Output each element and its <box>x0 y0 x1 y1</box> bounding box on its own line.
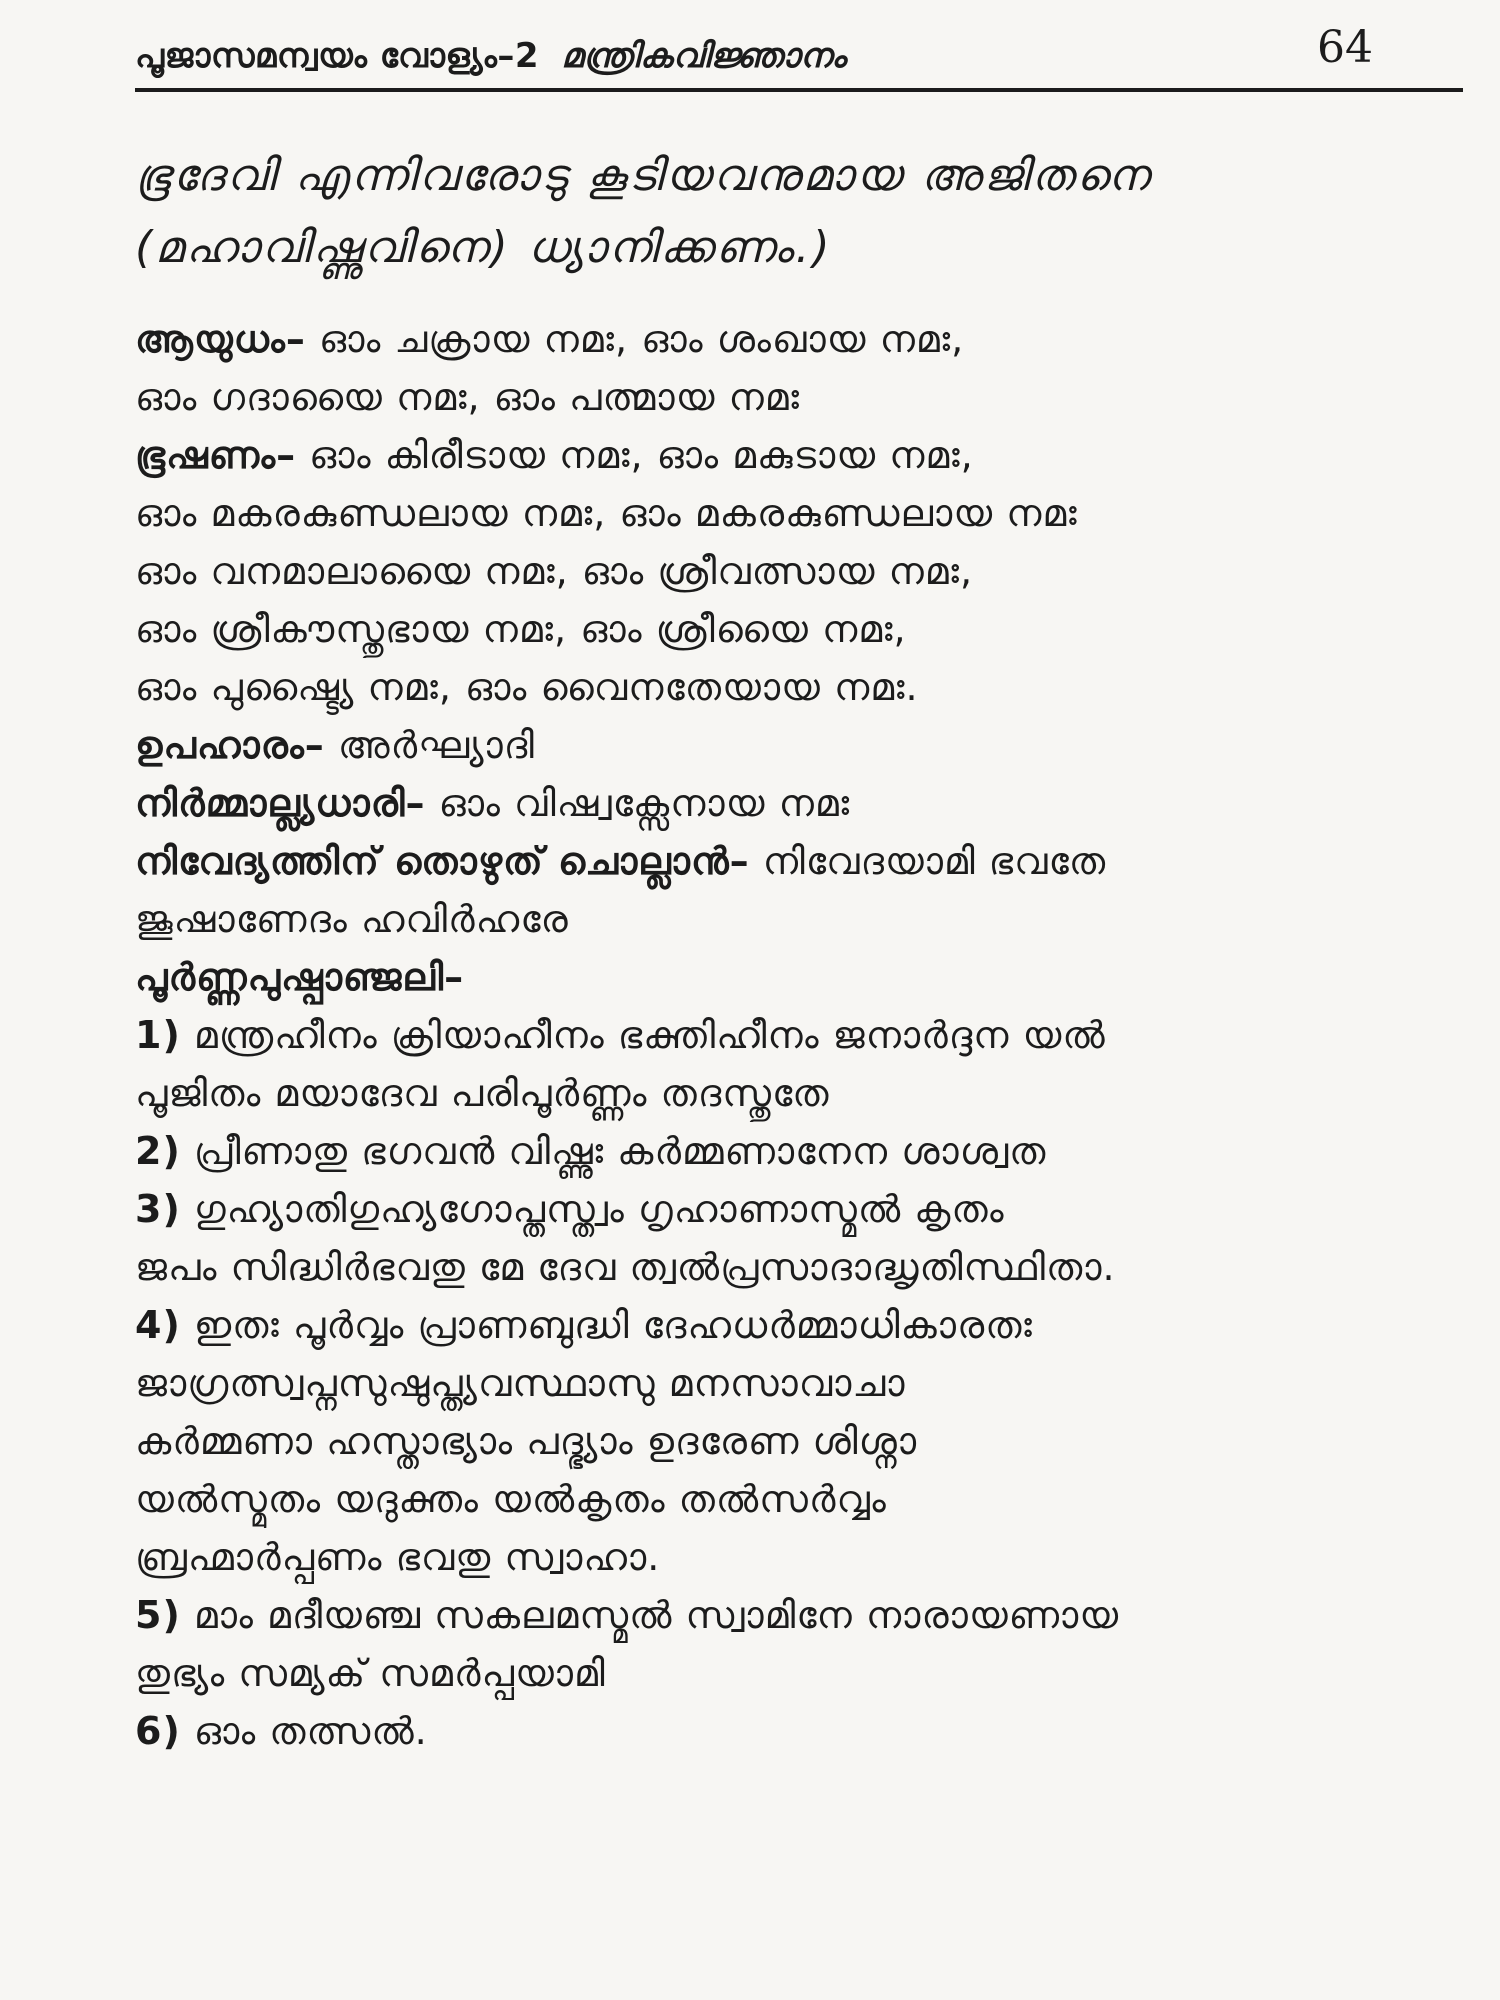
line-text: ഓം വിഷ്വക്സേനായ നമഃ <box>425 781 851 825</box>
verse-number: 2) <box>135 1129 181 1173</box>
text-line <box>135 1122 1465 1180</box>
text-line <box>135 832 1465 890</box>
section-label: നിർമ്മാല്ല്യധാരി– <box>135 781 426 825</box>
text-line <box>135 658 1465 716</box>
line-text: നിവേദയാമി ഭവതേ <box>749 839 1107 883</box>
line-text: ജപം സിദ്ധിർഭവതു മേ ദേവ ത്വൽപ്രസാദാദ്ധൃതിസ്ഥിതാ. <box>135 1245 1116 1289</box>
section-label: ഭൂഷണം– <box>135 433 297 477</box>
section-label: ആയുധം– <box>135 317 306 361</box>
line-text: ഓം വനമാലായൈ നമഃ, ഓം ശ്രീവത്സായ നമഃ, <box>135 549 974 593</box>
text-line <box>135 1412 1465 1470</box>
text-line <box>135 1470 1465 1528</box>
line-text: ഓം തത്സൽ. <box>180 1709 428 1753</box>
text-line <box>135 368 1465 426</box>
text-line <box>135 1644 1465 1702</box>
line-text: മാം മദീയഞ്ച സകലമസ്മൽ സ്വാമിനേ നാരായണായ <box>180 1593 1120 1637</box>
line-text: ഓം ചക്രായ നമഃ, ഓം ശംഖായ നമഃ, <box>305 317 965 361</box>
page-number: 64 <box>1317 22 1373 73</box>
verse-number: 1) <box>135 1013 181 1057</box>
line-text: ജാഗ്രത്സ്വപ്നസുഷുപ്ത്യവസ്ഥാസു മനസാവാചാ <box>135 1361 906 1405</box>
text-line <box>135 1354 1465 1412</box>
text-line <box>135 1180 1465 1238</box>
text-line <box>135 1528 1465 1586</box>
book-subtitle: മന്ത്രികവിജ്ഞാനം <box>561 36 847 76</box>
text-line <box>135 774 1465 832</box>
mantra-body <box>135 310 1465 1760</box>
text-line <box>135 1064 1465 1122</box>
page-header <box>135 18 1463 92</box>
verse-number: 4) <box>135 1303 181 1347</box>
line-text: അർഘ്യാദി <box>324 723 535 767</box>
line-text: ഗുഹ്യാതിഗുഹ്യഗോപ്തസ്ത്വം ഗൃഹാണാസ്മൽ കൃതം <box>180 1187 1005 1231</box>
line-text: ജൂഷാണേദം ഹവിർഹരേ <box>135 897 569 941</box>
section-label: നിവേദ്യത്തിന് തൊഴുത് ചൊല്ലാൻ– <box>135 839 750 883</box>
text-line <box>135 1006 1465 1064</box>
verse-number: 6) <box>135 1709 181 1753</box>
section-label: പൂർണ്ണപുഷ്പാഞ്ജലി– <box>135 955 465 999</box>
line-text: ഇതഃ പൂർവ്വം പ്രാണബുദ്ധി ദേഹധർമ്മാധികാരതഃ <box>180 1303 1033 1347</box>
book-title: പൂജാസമന്വയം വോള്യം–2 <box>135 36 539 76</box>
intro-line: ഭൂദേവി എന്നിവരോടു കൂടിയവനുമായ അജിതനെ <box>135 150 1152 201</box>
line-text: മന്ത്രഹീനം ക്രിയാഹീനം ഭക്തിഹീനം ജനാർദ്ദന യൽ <box>180 1013 1106 1057</box>
text-line <box>135 542 1465 600</box>
running-title <box>135 36 846 76</box>
intro-paragraph <box>135 140 1455 284</box>
line-text: ഓം ഗദായൈ നമഃ, ഓം പത്മായ നമഃ <box>135 375 800 419</box>
line-text: ഓം മകരകുണ്ഡലായ നമഃ, ഓം മകരകുണ്ഡലായ നമഃ <box>135 491 1078 535</box>
text-line <box>135 310 1465 368</box>
line-text: ഓം കിരീടായ നമഃ, ഓം മകുടായ നമഃ, <box>296 433 974 477</box>
line-text: ഓം ശ്രീകൗസ്തുഭായ നമഃ, ഓം ശ്രീയൈ നമഃ, <box>135 607 907 651</box>
text-line <box>135 1296 1465 1354</box>
text-line <box>135 948 1465 1006</box>
line-text: പ്രീണാതു ഭഗവൻ വിഷ്ണുഃ കർമ്മണാനേന ശാശ്വത <box>180 1129 1047 1173</box>
text-line <box>135 1238 1465 1296</box>
line-text: തുഭ്യം സമ്യക് സമർപ്പയാമി <box>135 1651 606 1695</box>
line-text: കർമ്മണാ ഹസ്താഭ്യാം പദ്ഭ്യാം ഉദരേണ ശിശ്നാ <box>135 1419 918 1463</box>
line-text: യൽസ്മൃതം യദുക്തം യൽകൃതം തൽസർവ്വം <box>135 1477 887 1521</box>
text-line <box>135 426 1465 484</box>
line-text: ബ്രഹ്മാർപ്പണം ഭവതു സ്വാഹാ. <box>135 1535 661 1579</box>
line-text: പൂജിതം മയാദേവ പരിപൂർണ്ണം തദസ്തുതേ <box>135 1071 830 1115</box>
text-line <box>135 484 1465 542</box>
text-line <box>135 1586 1465 1644</box>
text-line <box>135 600 1465 658</box>
text-line <box>135 890 1465 948</box>
intro-line: (മഹാവിഷ്ണുവിനെ) ധ്യാനിക്കണം.) <box>135 222 833 273</box>
section-label: ഉപഹാരം– <box>135 723 325 767</box>
text-line <box>135 716 1465 774</box>
text-line <box>135 1702 1465 1760</box>
verse-number: 3) <box>135 1187 181 1231</box>
verse-number: 5) <box>135 1593 181 1637</box>
line-text: ഓം പുഷ്ട്യൈ നമഃ, ഓം വൈനതേയായ നമഃ. <box>135 665 919 709</box>
